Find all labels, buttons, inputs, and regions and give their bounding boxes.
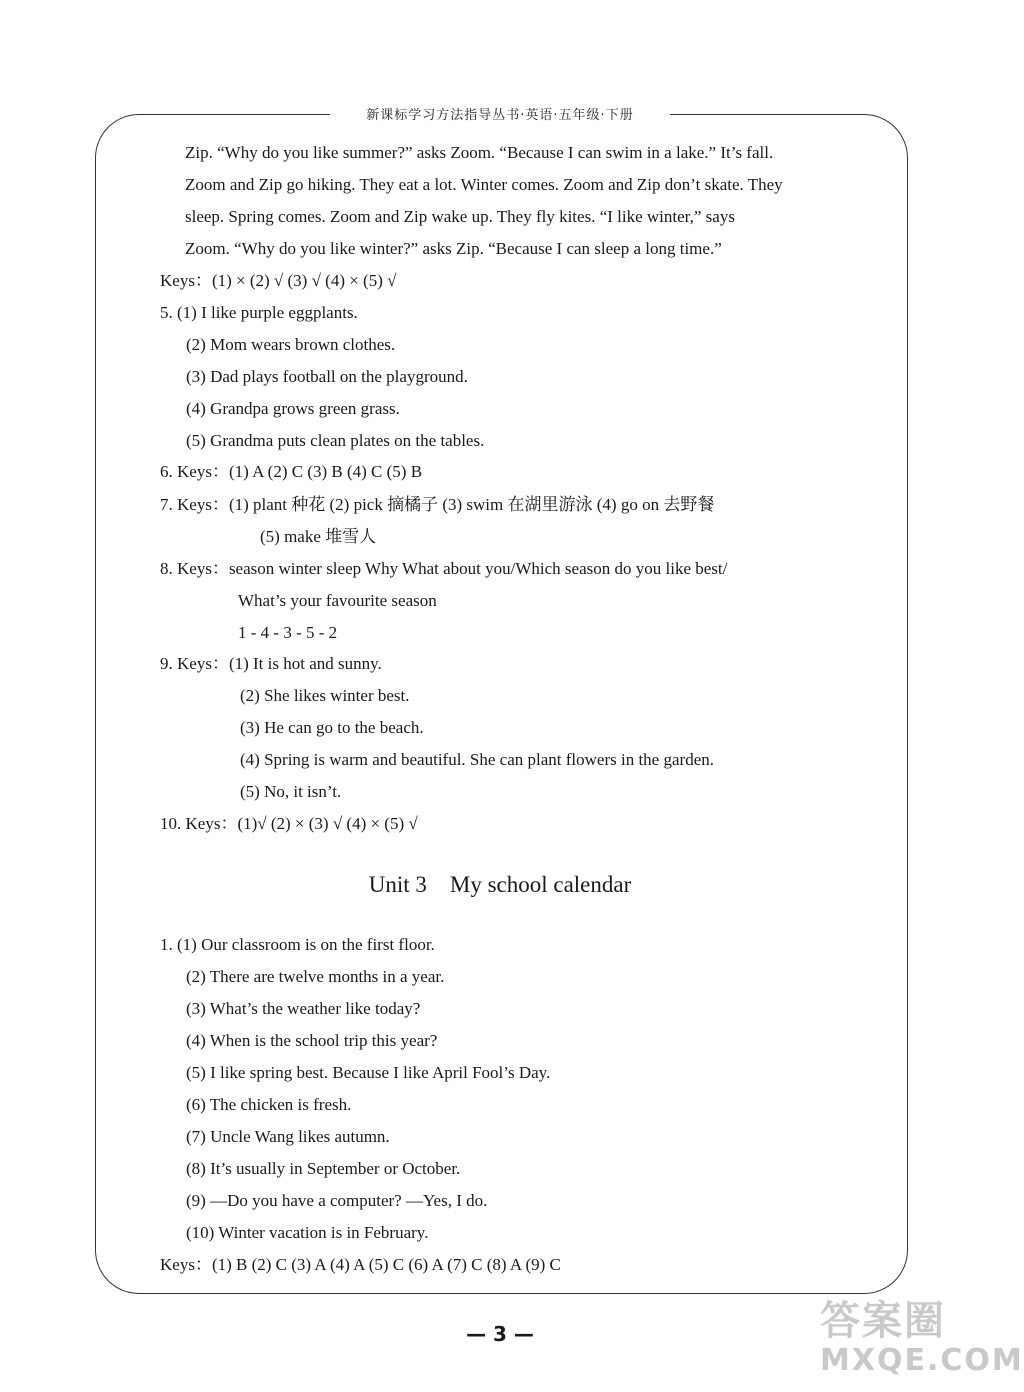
watermark-domain: MXQE.COM bbox=[820, 1343, 1024, 1378]
watermark-logo-text: 答案圈 bbox=[820, 1298, 946, 1344]
q8-line-2: What’s your favourite season bbox=[238, 591, 437, 610]
unit3-q1-item-9: (9) —Do you have a computer? —Yes, I do. bbox=[186, 1191, 488, 1210]
unit3-q1-item-2: (2) There are twelve months in a year. bbox=[186, 967, 445, 986]
q9-item-1: 9. Keys：(1) It is hot and sunny. bbox=[160, 654, 382, 673]
unit3-q1-item-7: (7) Uncle Wang likes autumn. bbox=[186, 1127, 390, 1146]
unit3-q1-item-10: (10) Winter vacation is in February. bbox=[186, 1223, 429, 1242]
q10-keys: 10. Keys：(1)√ (2) × (3) √ (4) × (5) √ bbox=[160, 814, 418, 833]
story-keys: Keys：(1) × (2) √ (3) √ (4) × (5) √ bbox=[160, 271, 397, 290]
q5-item-1: 5. (1) I like purple eggplants. bbox=[160, 303, 358, 322]
unit3-q1-item-3: (3) What’s the weather like today? bbox=[186, 999, 421, 1018]
story-line-4: Zoom. “Why do you like winter?” asks Zip. “Because I can sleep a long time.” bbox=[185, 239, 722, 258]
unit3-q1-item-5: (5) I like spring best. Because I like April Fool’s Day. bbox=[186, 1063, 551, 1082]
running-header: 新课标学习方法指导丛书·英语·五年级·下册 bbox=[366, 108, 634, 123]
q6-keys: 6. Keys：(1) A (2) C (3) B (4) C (5) B bbox=[160, 462, 423, 481]
story-line-2: Zoom and Zip go hiking. They eat a lot. Winter comes. Zoom and Zip don’t skate. They bbox=[185, 175, 783, 194]
page-number: — 3 — bbox=[466, 1322, 534, 1346]
q9-item-3: (3) He can go to the beach. bbox=[240, 718, 424, 737]
unit3-q1-item-6: (6) The chicken is fresh. bbox=[186, 1095, 352, 1114]
q9-item-5: (5) No, it isn’t. bbox=[240, 782, 342, 801]
q5-item-2: (2) Mom wears brown clothes. bbox=[186, 335, 396, 354]
unit3-q1-item-1: 1. (1) Our classroom is on the first floor. bbox=[160, 935, 435, 954]
unit3-q1-item-8: (8) It’s usually in September or October. bbox=[186, 1159, 461, 1178]
q8-line-1: 8. Keys：season winter sleep Why What about you/Which season do you like best/ bbox=[160, 559, 728, 578]
unit3-q1-item-4: (4) When is the school trip this year? bbox=[186, 1031, 438, 1050]
q5-item-4: (4) Grandpa grows green grass. bbox=[186, 399, 400, 418]
q7-line-2: (5) make 堆雪人 bbox=[260, 527, 377, 546]
unit-3-title: Unit 3 My school calendar bbox=[368, 872, 632, 897]
q9-item-2: (2) She likes winter best. bbox=[240, 686, 410, 705]
q7-line-1: 7. Keys：(1) plant 种花 (2) pick 摘橘子 (3) swim 在湖里游泳 (4) go on 去野餐 bbox=[160, 495, 715, 514]
story-line-3: sleep. Spring comes. Zoom and Zip wake up. They fly kites. “I like winter,” says bbox=[185, 207, 735, 226]
story-line-1: Zip. “Why do you like summer?” asks Zoom. “Because I can swim in a lake.” It’s fall. bbox=[185, 143, 774, 162]
q8-line-3: 1 - 4 - 3 - 5 - 2 bbox=[238, 623, 338, 642]
watermark-logo bbox=[820, 1298, 1024, 1388]
q9-item-4: (4) Spring is warm and beautiful. She can plant flowers in the garden. bbox=[240, 750, 714, 769]
q5-item-5: (5) Grandma puts clean plates on the tables. bbox=[186, 431, 485, 450]
q5-item-3: (3) Dad plays football on the playground. bbox=[186, 367, 468, 386]
unit3-keys: Keys：(1) B (2) C (3) A (4) A (5) C (6) A (7) C (8) A (9) C bbox=[160, 1255, 561, 1274]
